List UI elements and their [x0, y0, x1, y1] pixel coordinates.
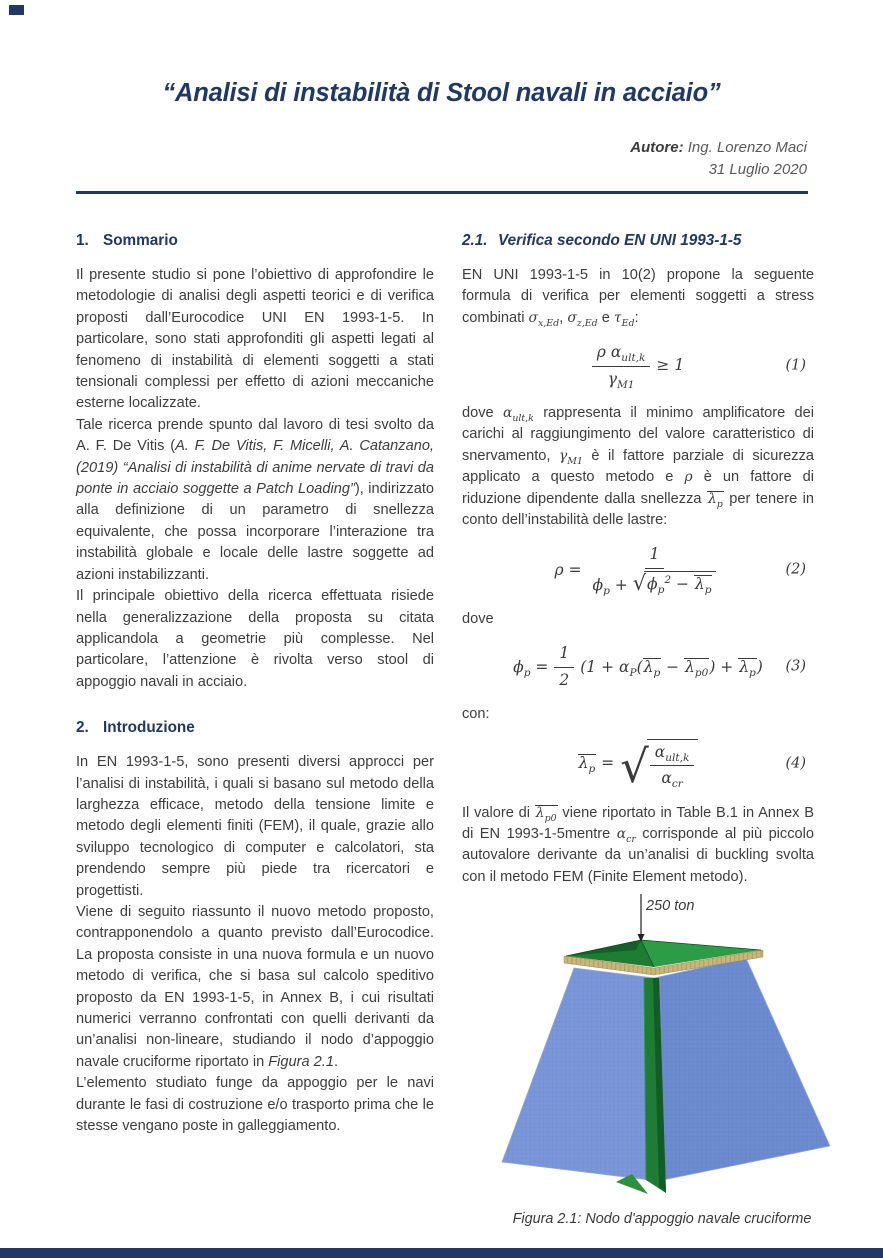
section-heading-verifica	[462, 231, 814, 251]
publication-date: 31 Luglio 2020	[708, 161, 807, 178]
equation-2	[462, 544, 814, 596]
fraction: $\frac{\rho \alpha_{ult,k}}{\gamma_{M1}}$	[592, 342, 651, 390]
author-block	[630, 137, 807, 181]
load-label: 250 ton	[646, 898, 695, 915]
connector-con: con:	[462, 706, 490, 723]
section-number: 2.	[76, 719, 89, 737]
square-root: √ $\frac{\alpha_{ult,k}}{\alpha_{cr}}$	[620, 739, 698, 790]
bottom-accent-bar	[0, 1248, 883, 1258]
section-number: 2.1.	[462, 232, 488, 249]
equation-number: (2)	[785, 561, 806, 578]
corner-accent-square	[9, 5, 24, 15]
paragraph-introduzione-1: In EN 1993-1-5, sono presenti diversi approcci per l’analisi di instabilità, i quali si basano sul metodo della larghezza efficace, metodo della tensione limite e metodo degli elementi finiti (FEM), il quale, grazie allo sviluppo tecnologico di computer e calcolatori, sta prendendo sempre più piede tra ricercatori e progettisti.	[76, 754, 434, 899]
paragraph-verifica-3: Il valore di $\lambda_{p0}$ viene riportato in Table B.1 in Annex B di EN 1993-1-5mentre $\alpha_{cr}$ corrisponde al più piccolo autovalore derivante da un’analisi di buckling svolta con il metodo FEM (Finite Element metodo).	[462, 804, 814, 885]
paragraph-sommario-3: Il principale obiettivo della ricerca effettuata risiede nella generalizzazione della proposta su citata applicandola a geometrie più complesse. Nel particolare, l’attenzione è rivolta verso stool di appoggio navali in acciaio.	[76, 588, 434, 690]
equation-1	[462, 342, 814, 390]
paragraph-verifica-2: dove $\alpha_{ult,k}$ rappresenta il minimo amplificatore dei carichi al raggiungimento del valore caratteristico di snervamento, $\gamma_{M1}$ è il fattore parziale di sicurezza applicato a questo metodo e ρ è un fattore di riduzione dipendente dalla snellezza $\lambda_p$ per tenere in conto dell’instabilità delle lastre:	[462, 405, 815, 529]
connector-dove: dove	[462, 611, 494, 628]
equation-3	[462, 643, 814, 691]
figure-caption: Figura 2.1: Nodo d'appoggio navale cruciforme	[512, 1210, 812, 1227]
section-number: 1.	[76, 232, 89, 249]
right-column	[462, 229, 814, 1230]
section-title: Introduzione	[103, 719, 195, 737]
fraction: 1 $\phi_p$ + √ $\phi_p^2 - \lambda_p$	[588, 544, 722, 596]
fraction: $\frac{\alpha_{ult,k}}{\alpha_{cr}}$	[650, 742, 695, 790]
fraction-half: $\frac{1}{2}$	[554, 643, 574, 691]
left-column	[76, 229, 434, 1137]
paragraph-introduzione-2: Viene di seguito riassunto il nuovo metodo proposto, contrapponendolo a quanto previsto dall’Eurocodice. La proposta consiste in una nuova formula e un nuovo metodo di verifica, che si basa sul calcolo speditivo proposto da EN 1993-1-5, in Annex B, i cui risultati numerici verranno confrontati con quelli derivanti da un’analisi non-lineare, studiando il nodo d’appoggio navale cruciforme riportato in Figura 2.1.	[76, 903, 434, 1070]
equation-body: $(1 + \alpha_P(\lambda_p - \lambda_{p0}) + \lambda_p)$	[580, 657, 763, 679]
section-heading-introduzione	[76, 718, 434, 738]
title-divider	[76, 191, 808, 194]
load-arrow-icon	[638, 894, 645, 942]
paragraph-sommario-1: Il presente studio si pone l’obiettivo di approfondire le metodologie di analisi degli aspetti teorici e di verifica proposti dall’Eurocodice UNI EN 1993-1-5. In particolare, sono stati approfonditi gli aspetti legati al fenomeno di instabilità di elementi soggetti a stati tensionali complessi per effetto di azioni meccaniche esterne localizzate.	[76, 267, 434, 412]
author-name: Ing. Lorenzo Maci	[683, 139, 807, 156]
section-title: Sommario	[103, 232, 178, 249]
fem-figure	[486, 894, 838, 1206]
fem-model-illustration	[486, 894, 838, 1199]
author-line	[630, 137, 807, 159]
equation-number: (3)	[785, 658, 806, 675]
equation-lhs: ρ =	[554, 560, 582, 579]
author-label: Autore:	[630, 139, 684, 156]
section-heading-sommario	[76, 231, 434, 251]
section-title: Verifica secondo EN UNI 1993-1-5	[498, 232, 742, 249]
paragraph-introduzione-3: L’elemento studiato funge da appoggio per le navi durante le fasi di costruzione e/o trasporto prima che le stesse vengano poste in galleggiamento.	[76, 1075, 434, 1135]
page-title: “Analisi di instabilità di Stool navali in acciaio”	[162, 79, 721, 107]
paragraph-verifica-1: EN UNI 1993-1-5 in 10(2) propone la seguente formula di verifica per elementi soggetti a stress combinati $\sigma_{x,Ed}$, $\sigma_{z,Ed}$ e $\tau_{Ed}$:	[462, 267, 814, 329]
equation-lhs: $\phi_p$ =	[513, 657, 549, 679]
equation-tail: ≥ 1	[656, 356, 685, 375]
equation-number: (1)	[785, 357, 806, 374]
paragraph-sommario-2: Tale ricerca prende spunto dal lavoro di tesi svolto da A. F. De Vitis (A. F. De Vitis, F. Micelli, A. Catanzano, (2019) “Analisi di instabilità di anime nervate di travi da ponte in acciaio soggette a Patch Loading”), indirizzato alla definizione di un parametro di snellezza equivalente, che possa incorporare l’interazione tra instabilità globale e locale delle lastre soggette ad azioni instabilizzanti.	[76, 416, 435, 583]
equation-number: (4)	[785, 755, 806, 772]
equation-lhs: $\lambda_p$ =	[578, 754, 615, 776]
equation-4	[462, 739, 814, 793]
blue-plate-walls	[502, 958, 830, 1181]
